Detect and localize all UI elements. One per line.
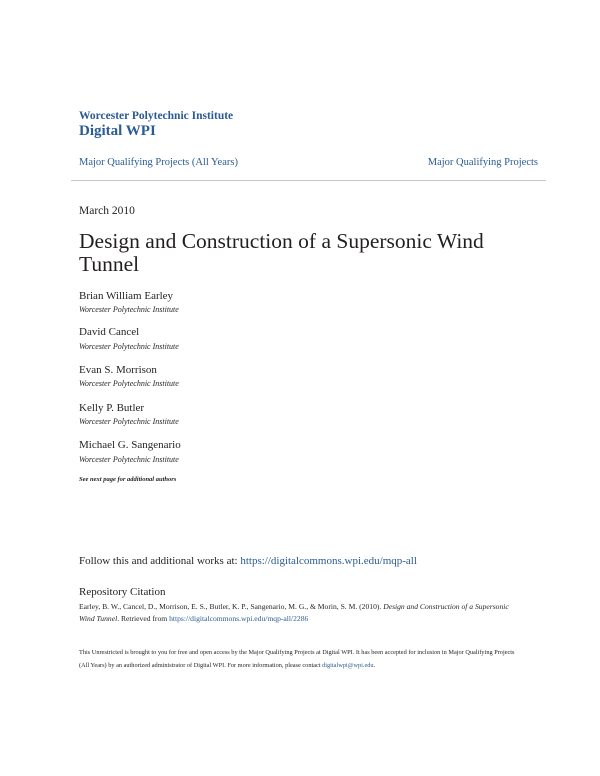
- author-name: Michael G. Sangenario: [79, 439, 181, 451]
- author-affiliation: Worcester Polytechnic Institute: [79, 379, 179, 388]
- follow-line: [79, 555, 417, 567]
- citation-title: Design and Construction of a Supersonic Wind Tunnel: [79, 602, 509, 623]
- notice-text: This Unrestricted is brought to you for free and open access by the Major Qualifying Projects at Digital WPI. It has been accepted for inclusion in Major Qualifying Projects (All Years) by an authorized administrator of Digital WPI. For more information, please contact: [79, 649, 515, 669]
- citation-authors: Earley, B. W., Cancel, D., Morrison, E. S., Butler, K. P., Sangenario, M. G., & Morin, S. M. (2010).: [79, 602, 382, 611]
- author-name: David Cancel: [79, 326, 140, 338]
- institution-name: Worcester Polytechnic Institute: [79, 110, 234, 122]
- additional-authors-note: See next page for additional authors: [79, 476, 177, 483]
- repository-name[interactable]: Digital WPI: [79, 123, 156, 139]
- author-name: Evan S. Morrison: [79, 364, 157, 376]
- author-affiliation: Worcester Polytechnic Institute: [79, 342, 179, 351]
- notice-end: .: [373, 662, 376, 669]
- citation-retrieved: . Retrieved from: [117, 614, 168, 623]
- publication-date: March 2010: [79, 205, 135, 217]
- author-name: Kelly P. Butler: [79, 402, 145, 414]
- mqp-all-link[interactable]: https://digitalcommons.wpi.edu/mqp-all: [240, 555, 417, 567]
- author-affiliation: Worcester Polytechnic Institute: [79, 455, 179, 464]
- contact-email-link[interactable]: digitalwpi@wpi.edu: [322, 662, 374, 669]
- author-name: Brian William Earley: [79, 290, 174, 302]
- access-notice: [79, 646, 524, 672]
- citation-url-link[interactable]: https://digitalcommons.wpi.edu/mqp-all/2286: [169, 614, 309, 623]
- author-affiliation: Worcester Polytechnic Institute: [79, 305, 179, 314]
- follow-text: Follow this and additional works at:: [79, 555, 238, 567]
- header-divider: [71, 180, 546, 181]
- collection-link[interactable]: Major Qualifying Projects: [427, 157, 538, 168]
- paper-title: Design and Construction of a Supersonic Wind Tunnel: [79, 229, 484, 276]
- collection-link-all-years[interactable]: Major Qualifying Projects (All Years): [79, 157, 238, 168]
- citation-heading: Repository Citation: [79, 586, 166, 598]
- citation-text: [79, 601, 519, 625]
- author-affiliation: Worcester Polytechnic Institute: [79, 417, 179, 426]
